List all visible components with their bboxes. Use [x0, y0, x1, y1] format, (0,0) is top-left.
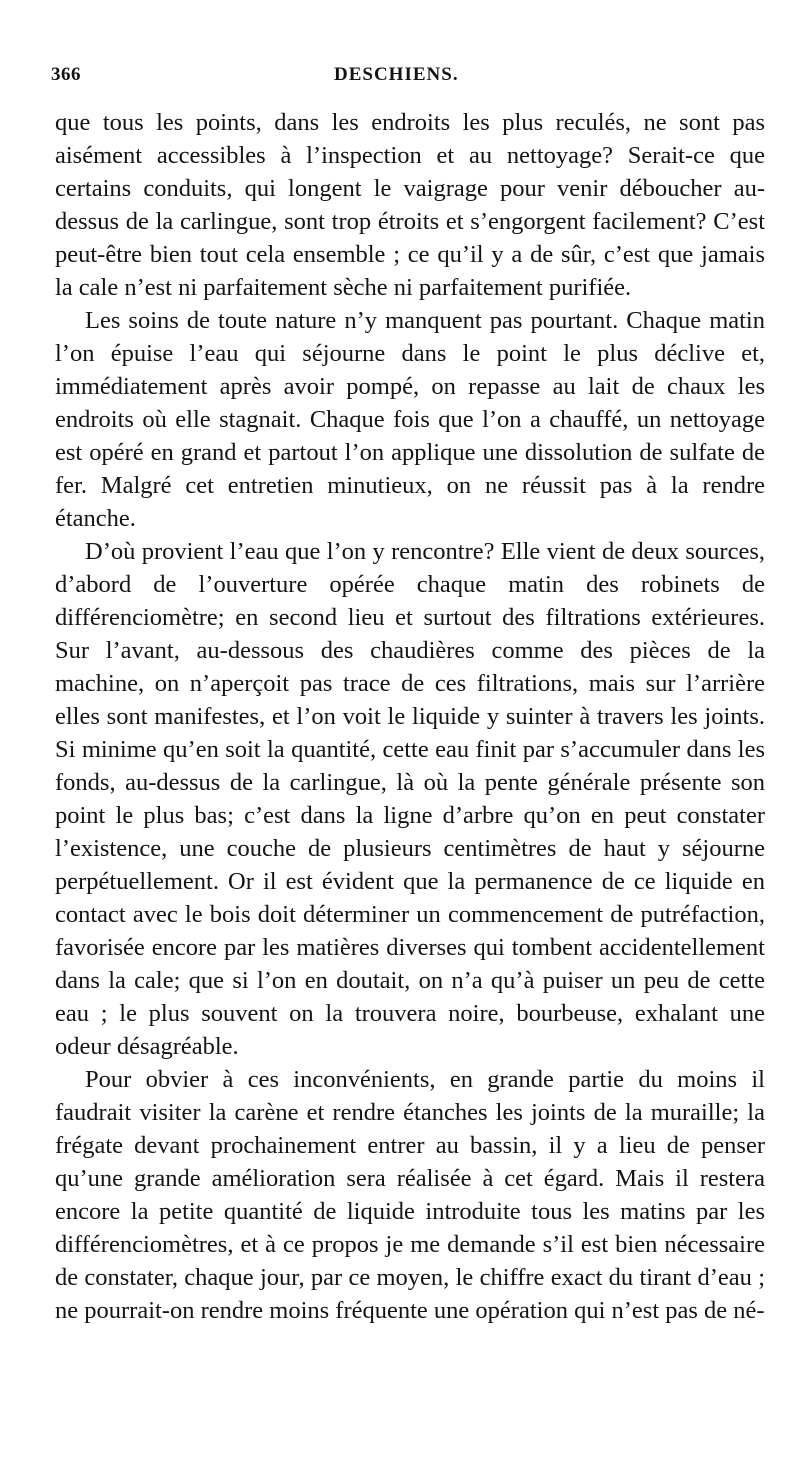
paragraph-continued: que tous les points, dans les endroits les plus reculés, ne sont pas aisément accessibles à l’inspection et au nettoyage? Serait-ce que certains conduits, qui longent le vaigrage pour venir déboucher au-dessus de la carlingue, sont trop étroits et s’engorgent facilement? C’est peut-être bien tout cela ensemble ; ce qu’il y a de sûr, c’est que jamais la cale n’est ni parfaitement sèche ni parfaitement purifiée.: [55, 109, 765, 301]
paragraph: D’où provient l’eau que l’on y rencontre? Elle vient de deux sources, d’abord de l’ouverture opérée chaque matin des robinets de différenciomètre; en second lieu et surtout des filtrations extérieures. Sur l’avant, au-dessous des chaudières comme des pièces de la machine, on n’aperçoit pas trace de ces filtrations, mais sur l’arrière elles sont manifestes, et l’on voit le liquide y suinter à travers les joints. Si minime qu’en soit la quantité, cette eau finit par s’accumuler dans les fonds, au-dessus de la carlingue, là où la pente générale présente son point le plus bas; c’est dans la ligne d’arbre qu’on en peut constater l’existence, une couche de plusieurs centimètres de haut y séjourne perpétuellement. Or il est évident que la permanence de ce liquide en contact avec le bois doit déterminer un commencement de putréfaction, favorisée encore par les matières diverses qui tombent accidentellement dans la cale; que si l’on en doutait, on n’a qu’à puiser un peu de cette eau ; le plus souvent on la trouvera noire, bourbeuse, exhalant une odeur désagréable.: [55, 538, 765, 1060]
paragraph: Pour obvier à ces inconvénients, en grande partie du moins il faudrait visiter la carène et rendre étanches les joints de la muraille; la frégate devant prochainement entrer au bassin, il y a lieu de penser qu’une grande amélioration sera réalisée à cet égard. Mais il restera encore la petite quantité de liquide introduite tous les matins par les différenciomètres, et à ce propos je me demande s’il est bien nécessaire de constater, chaque jour, par ce moyen, le chiffre exact du tirant d’eau ; ne pourrait-on rendre moins fréquente une opération qui n’est pas de né-: [55, 1066, 765, 1324]
page-number: 366: [51, 64, 81, 85]
running-title: DESCHIENS.: [334, 64, 459, 85]
body-text: [55, 106, 765, 1327]
running-head: [51, 64, 766, 96]
paragraph: Les soins de toute nature n’y manquent pas pourtant. Chaque matin l’on épuise l’eau qui séjourne dans le point le plus déclive et, immédiatement après avoir pompé, on repasse au lait de chaux les endroits où elle stagnait. Chaque fois que l’on a chauffé, un nettoyage est opéré en grand et partout l’on applique une dissolution de sulfate de fer. Malgré cet entretien minutieux, on ne réussit pas à la rendre étanche.: [55, 307, 765, 532]
